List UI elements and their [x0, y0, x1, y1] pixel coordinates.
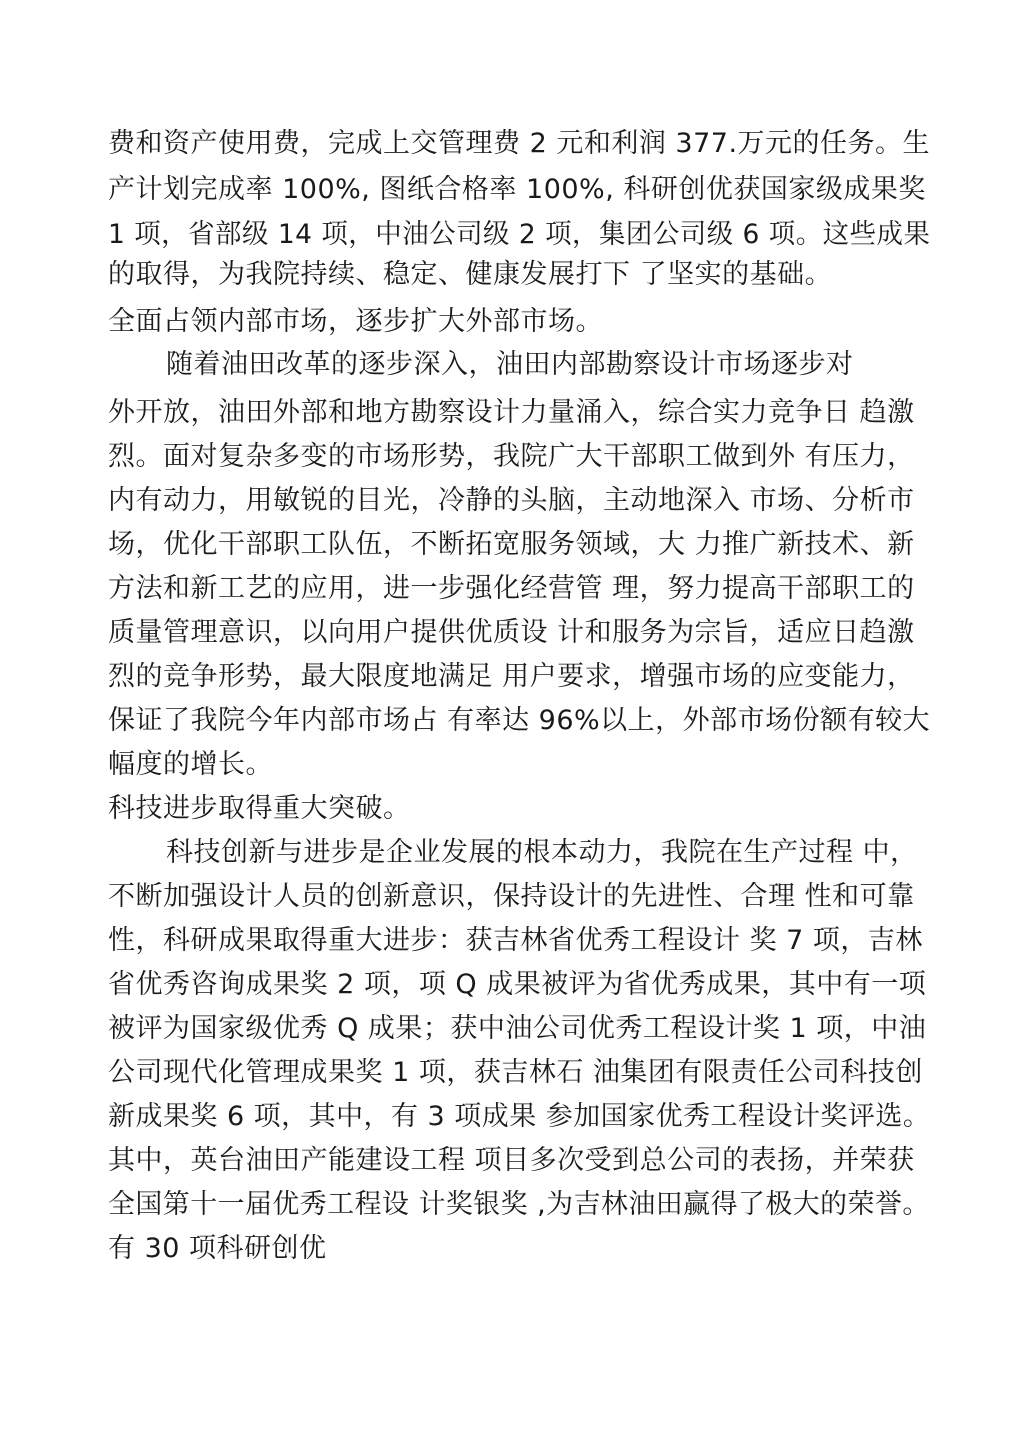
text-line: 公司现代化管理成果奖 1 项，获吉林石 油集团有限责任公司科技创	[108, 1057, 923, 1088]
text-line: 保证了我院今年内部市场占 有率达 96%以上，外部市场份额有较大	[108, 705, 931, 736]
text-line: 有 30 项科研创优	[108, 1233, 327, 1264]
text-line: 费和资产使用费，完成上交管理费 2 元和利润 377.万元的任务。生	[108, 128, 931, 159]
text-line: 质量管理意识，以向用户提供优质设 计和服务为宗旨，适应日趋激	[108, 617, 915, 648]
text-line: 方法和新工艺的应用，进一步强化经营管 理，努力提高干部职工的	[108, 573, 915, 604]
section-heading: 全面占领内部市场，逐步扩大外部市场。	[108, 306, 603, 337]
text-line: 烈的竞争形势，最大限度地满足 用户要求，增强市场的应变能力，	[108, 661, 915, 692]
text-line: 场，优化干部职工队伍，不断拓宽服务领域，大 力推广新技术、新	[108, 529, 915, 560]
paragraph-first-line: 科技创新与进步是企业发展的根本动力，我院在生产过程 中，	[166, 837, 918, 868]
text-line: 烈。面对复杂多变的市场形势，我院广大干部职工做到外 有压力，	[108, 441, 915, 472]
text-line: 新成果奖 6 项，其中，有 3 项成果 参加国家优秀工程设计奖评选。	[108, 1101, 931, 1132]
text-line: 内有动力，用敏锐的目光，冷静的头脑，主动地深入 市场、分析市	[108, 485, 915, 516]
paragraph-first-line: 随着油田改革的逐步深入，油田内部勘察设计市场逐步对	[166, 349, 854, 380]
text-line: 其中，英台油田产能建设工程 项目多次受到总公司的表扬，并荣获	[108, 1145, 915, 1176]
text-line: 外开放，油田外部和地方勘察设计力量涌入，综合实力竞争日 趋激	[108, 397, 915, 428]
section-heading: 科技进步取得重大突破。	[108, 793, 411, 824]
text-line: 全国第十一届优秀工程设 计奖银奖 ,为吉林油田赢得了极大的荣誉。	[108, 1189, 930, 1220]
text-line: 1 项，省部级 14 项，中油公司级 2 项，集团公司级 6 项。这些成果	[108, 219, 931, 250]
text-line: 性，科研成果取得重大进步：获吉林省优秀工程设计 奖 7 项，吉林	[108, 925, 923, 956]
text-line: 省优秀咨询成果奖 2 项，项 Q 成果被评为省优秀成果，其中有一项	[108, 969, 927, 1000]
text-line: 不断加强设计人员的创新意识，保持设计的先进性、合理 性和可靠	[108, 881, 915, 912]
text-line: 产计划完成率 100%, 图纸合格率 100%, 科研创优获国家级成果奖	[108, 174, 926, 205]
text-line: 被评为国家级优秀 Q 成果；获中油公司优秀工程设计奖 1 项，中油	[108, 1013, 927, 1044]
text-line: 的取得，为我院持续、稳定、健康发展打下 了坚实的基础。	[108, 259, 833, 290]
text-line: 幅度的增长。	[108, 749, 273, 780]
